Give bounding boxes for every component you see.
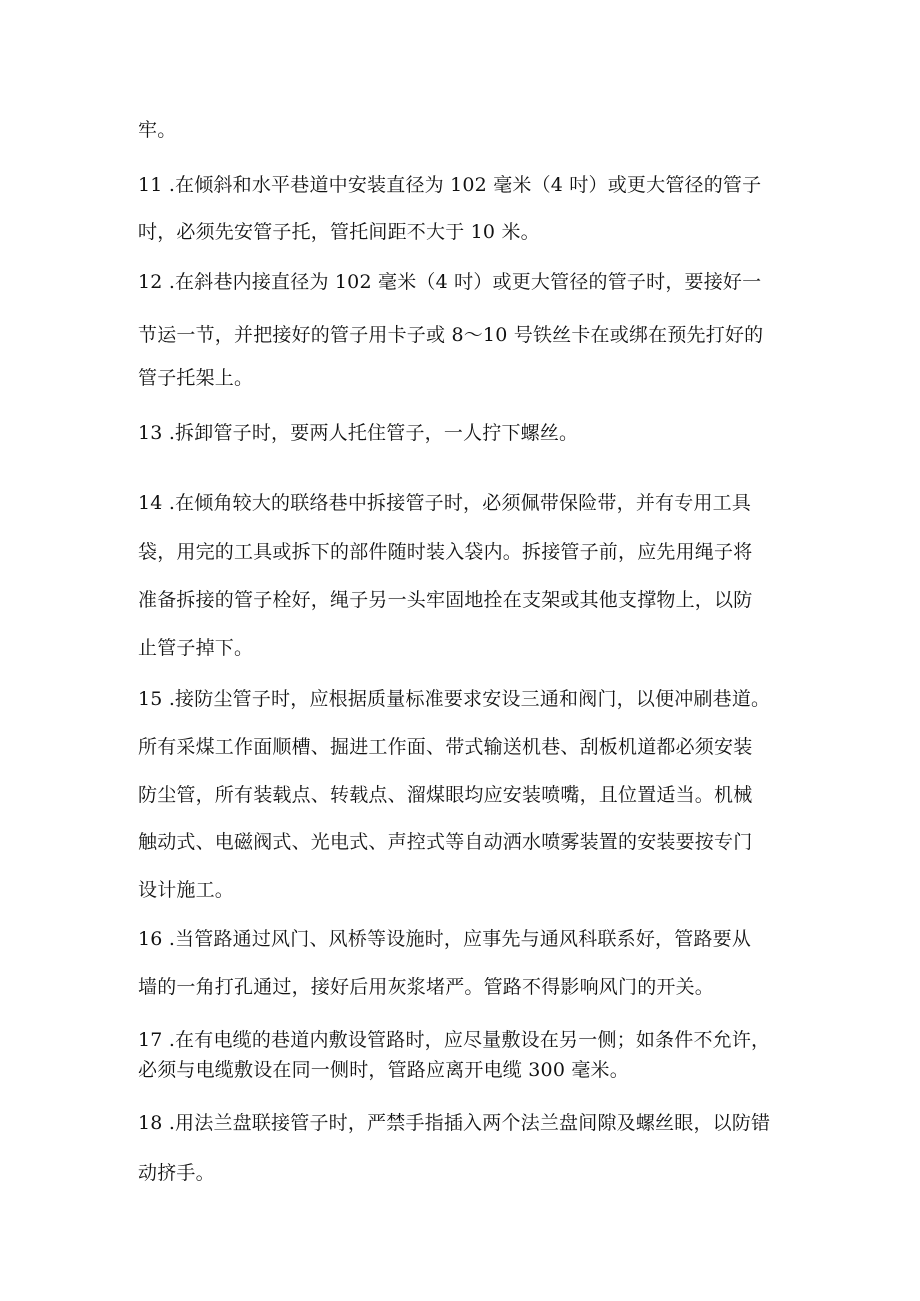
item-17-line-2: 必须与电缆敷设在同一侧时，管路应离开电缆 300 毫米。 bbox=[138, 1059, 629, 1081]
item-15-line-1: 15 .接防尘管子时，应根据质量标准要求安设三通和阀门，以便冲刷巷道。 bbox=[138, 688, 771, 710]
item-15-line-4: 触动式、电磁阀式、光电式、声控式等自动洒水喷雾装置的安装要按专门 bbox=[138, 831, 753, 853]
item-14-line-1: 14 .在倾角较大的联络巷中拆接管子时，必须佩带保险带，并有专用工具 bbox=[138, 492, 752, 514]
item-15-line-5: 设计施工。 bbox=[138, 879, 235, 901]
text-line: 牢。 bbox=[138, 119, 177, 141]
item-14-line-3: 准备拆接的管子栓好，绳子另一头牢固地拴在支架或其他支撑物上，以防 bbox=[138, 589, 753, 611]
item-12-line-3: 管子托架上。 bbox=[138, 367, 254, 389]
item-11-line-2: 吋，必须先安管子托，管托间距不大于 10 米。 bbox=[138, 221, 540, 243]
item-18-line-2: 动挤手。 bbox=[138, 1162, 215, 1184]
item-16-line-2: 墙的一角打孔通过，接好后用灰浆堵严。管路不得影响风门的开关。 bbox=[138, 976, 715, 998]
item-14-line-2: 袋，用完的工具或拆下的部件随时装入袋内。拆接管子前，应先用绳子将 bbox=[138, 541, 753, 563]
item-14-line-4: 止管子掉下。 bbox=[138, 637, 254, 659]
item-15-line-3: 防尘管，所有装载点、转载点、溜煤眼均应安装喷嘴，且位置适当。机械 bbox=[138, 784, 753, 806]
item-13-line-1: 13 .拆卸管子时，要两人托住管子，一人拧下螺丝。 bbox=[138, 422, 579, 444]
item-12-line-1: 12 .在斜巷内接直径为 102 毫米（4 吋）或更大管径的管子时，要接好一 bbox=[138, 271, 762, 293]
item-18-line-1: 18 .用法兰盘联接管子时，严禁手指插入两个法兰盘间隙及螺丝眼，以防错 bbox=[138, 1112, 771, 1134]
item-12-line-2: 节运一节，并把接好的管子用卡子或 8～10 号铁丝卡在或绑在预先打好的 bbox=[138, 324, 764, 346]
item-11-line-1: 11 .在倾斜和水平巷道中安装直径为 102 毫米（4 吋）或更大管径的管子 bbox=[138, 174, 762, 196]
item-17-line-1: 17 .在有电缆的巷道内敷设管路时，应尽量敷设在另一侧；如条件不允许， bbox=[138, 1029, 771, 1051]
item-16-line-1: 16 .当管路通过风门、风桥等设施时，应事先与通风科联系好，管路要从 bbox=[138, 928, 752, 950]
item-15-line-2: 所有采煤工作面顺槽、掘进工作面、带式输送机巷、刮板机道都必须安装 bbox=[138, 736, 753, 758]
